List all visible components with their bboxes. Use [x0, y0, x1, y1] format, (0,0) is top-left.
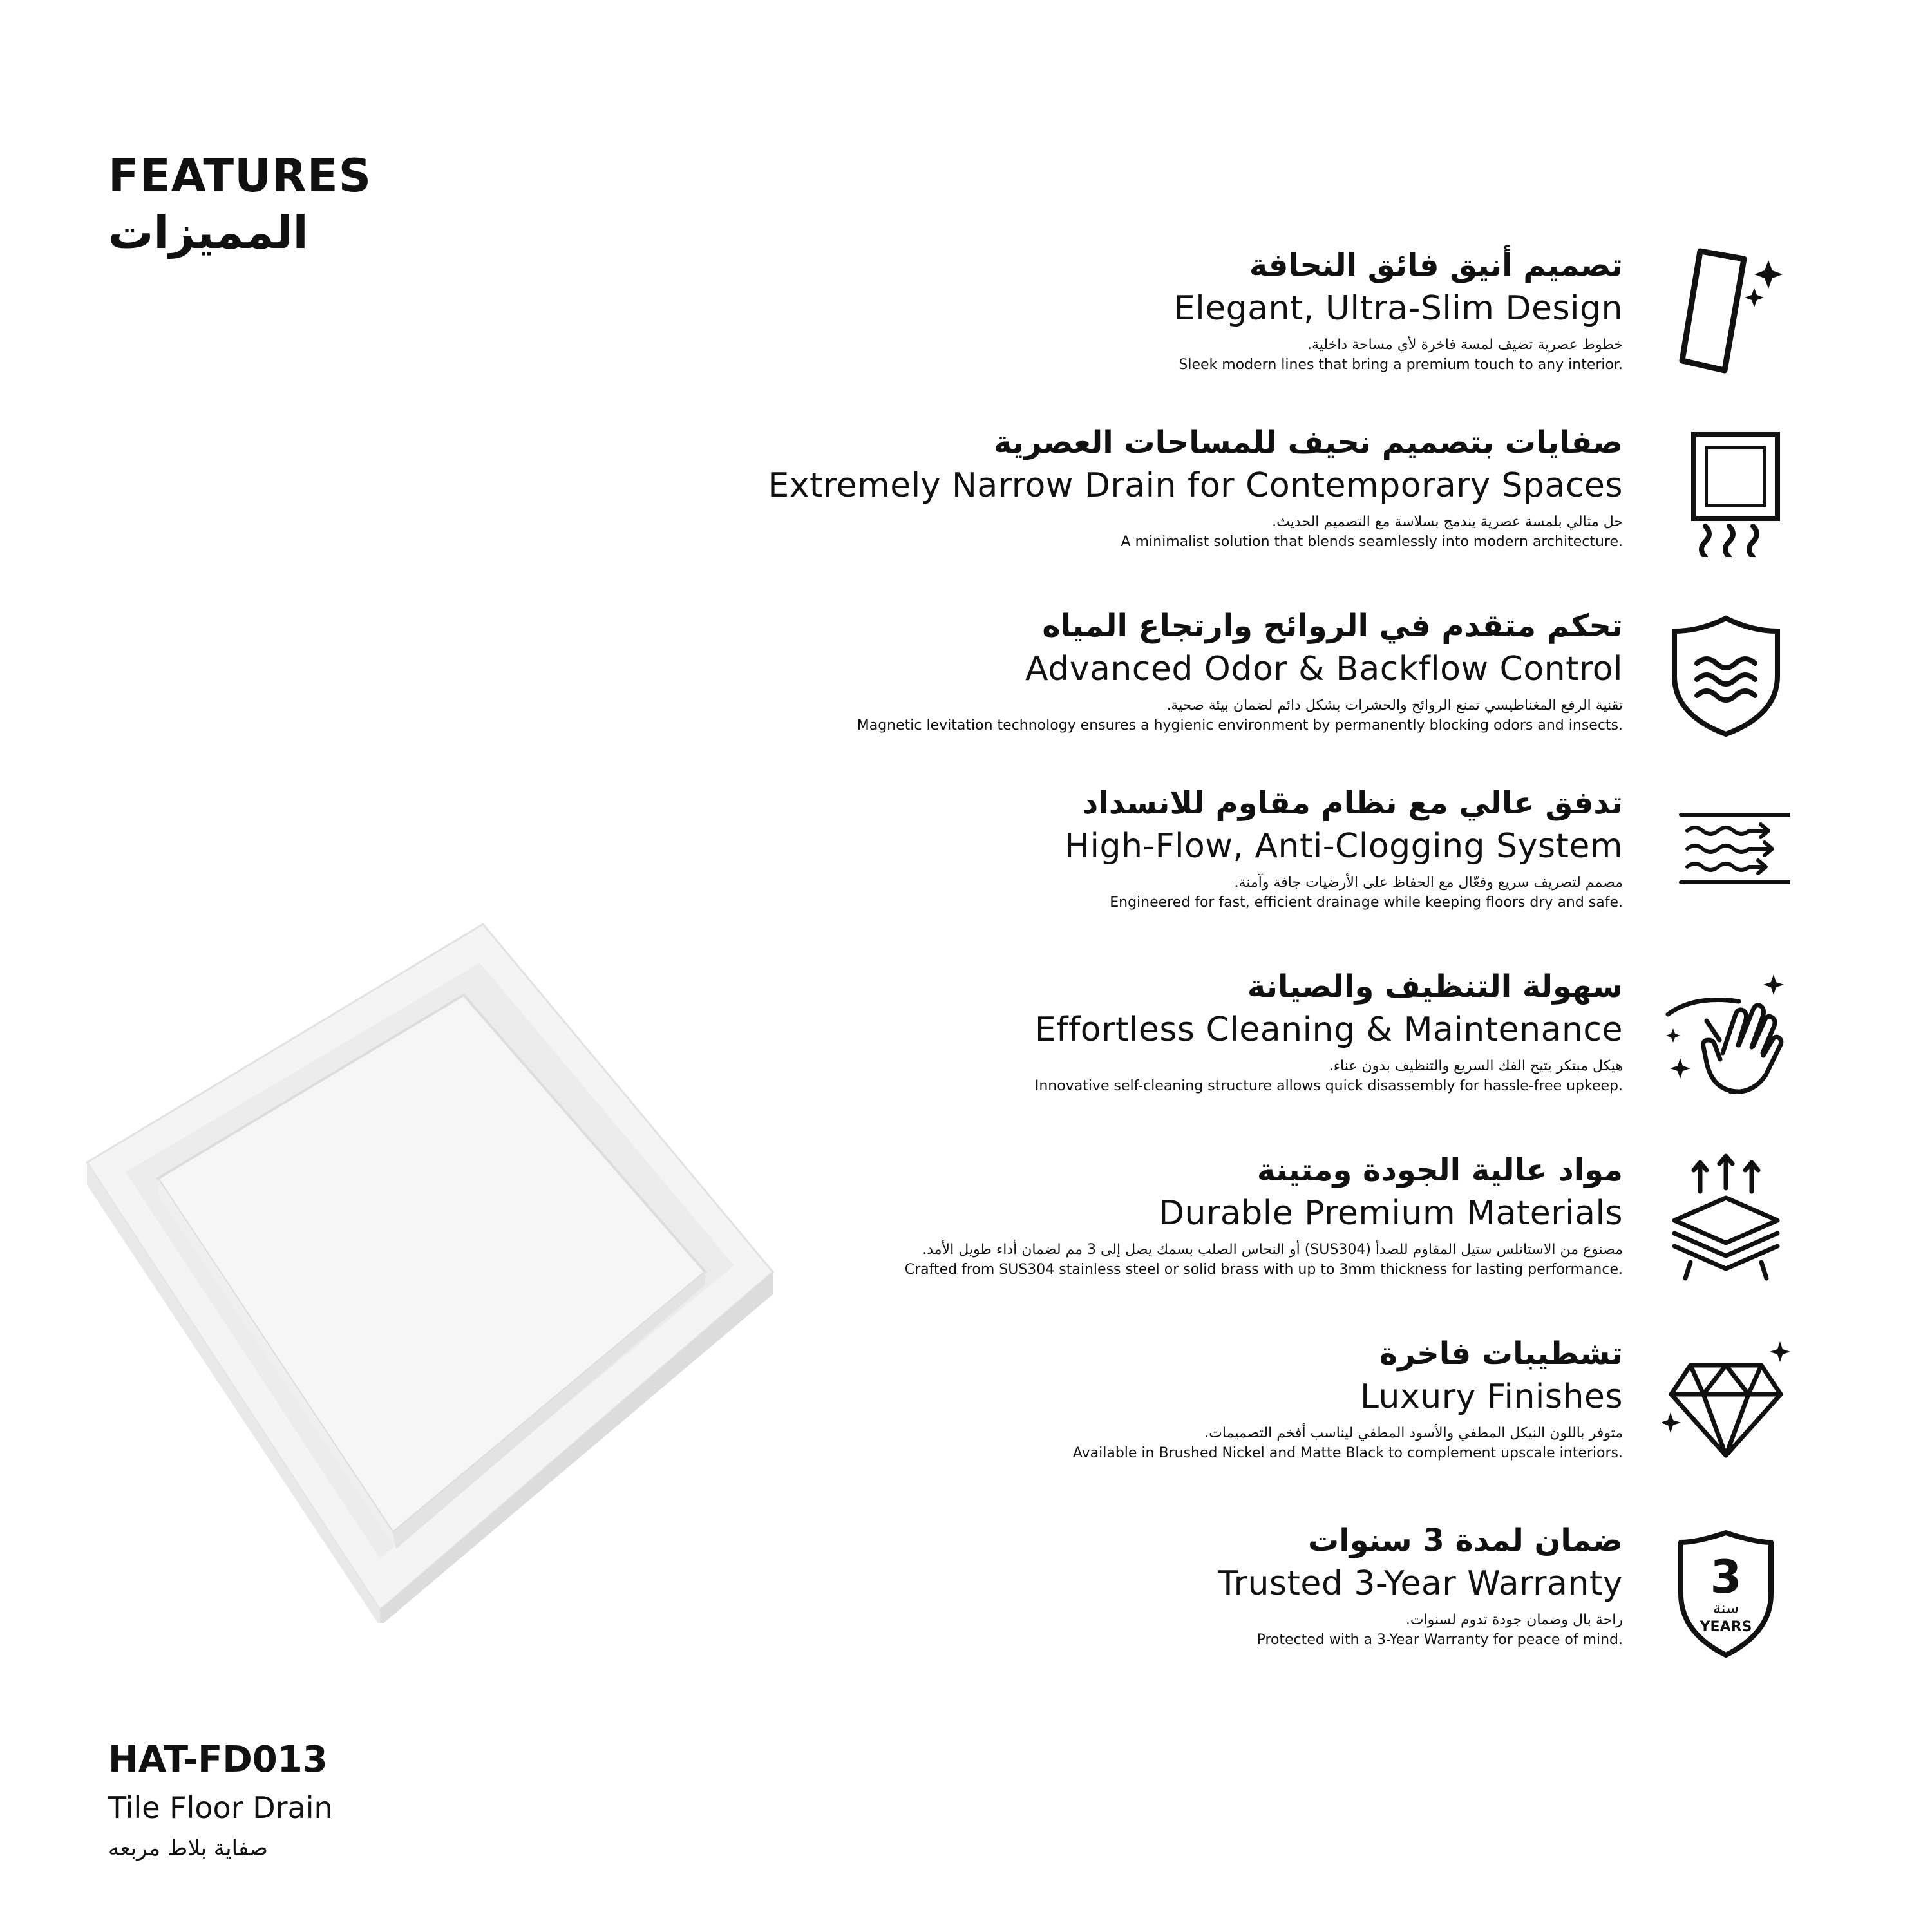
diamond-icon: [1662, 1340, 1790, 1468]
feature-title: Effortless Cleaning & Maintenance: [1034, 1010, 1623, 1049]
shield-waves-icon: [1662, 612, 1790, 741]
feature-description: Crafted from SUS304 stainless steel or solid brass with up to 3mm thickness for lasting performance.: [904, 1262, 1623, 1278]
feature-description-arabic: خطوط عصرية تضيف لمسة فاخرة لأي مساحة داخلية.: [1307, 337, 1623, 353]
product-name: Tile Floor Drain: [108, 1790, 333, 1825]
warranty-badge-years: YEARS: [1700, 1619, 1752, 1635]
feature-title-arabic: صفايات بتصميم نحيف للمساحات العصرية: [993, 424, 1623, 460]
feature-title-arabic: ضمان لمدة 3 سنوات: [1308, 1522, 1623, 1558]
feature-description-arabic: متوفر باللون النيكل المطفي والأسود المطفي ليناسب أفخم التصميمات.: [1204, 1425, 1623, 1441]
warranty-badge-number: 3: [1710, 1551, 1742, 1604]
feature-description-arabic: تقنية الرفع المغناطيسي تمنع الروائح والحشرات بشكل دائم لضمان بيئة صحية.: [1166, 697, 1623, 714]
feature-title: Trusted 3-Year Warranty: [1217, 1564, 1623, 1603]
feature-description: Protected with a 3-Year Warranty for peace of mind.: [1256, 1632, 1623, 1648]
product-name-arabic: صفاية بلاط مربعه: [108, 1835, 268, 1861]
feature-description-arabic: مصنوع من الاستانلس ستيل المقاوم للصدأ (SUS304) أو النحاس الصلب بسمك يصل إلى 3 مم لضمان أداء طويل الأمد.: [922, 1242, 1623, 1258]
feature-item: [464, 245, 1623, 375]
feature-title-arabic: مواد عالية الجودة ومتينة: [1256, 1152, 1623, 1188]
feature-item: [464, 422, 1623, 552]
cleaning-hand-icon: [1662, 969, 1790, 1098]
feature-description: Innovative self-cleaning structure allows quick disassembly for hassle-free upkeep.: [1034, 1078, 1623, 1094]
feature-description-arabic: حل مثالي بلمسة عصرية يندمج بسلاسة مع التصميم الحديث.: [1272, 514, 1623, 530]
feature-description: Magnetic levitation technology ensures a hygienic environment by permanently blocking odors and insects.: [857, 717, 1623, 734]
product-model: HAT-FD013: [108, 1739, 328, 1781]
warranty-badge-arabic: سنة: [1712, 1599, 1739, 1617]
page-title: FEATURES: [108, 149, 372, 202]
layers-durable-icon: [1662, 1153, 1790, 1282]
page-title-arabic: المميزات: [108, 206, 308, 259]
feature-description-arabic: راحة بال وضمان جودة تدوم لسنوات.: [1405, 1612, 1623, 1628]
feature-description-arabic: مصمم لتصريف سريع وفعّال مع الحفاظ على الأرضيات جافة وآمنة.: [1234, 875, 1623, 891]
feature-title-arabic: تحكم متقدم في الروائح وارتجاع المياه: [1042, 608, 1623, 644]
feature-title-arabic: تشطيبات فاخرة: [1379, 1336, 1623, 1372]
feature-title: Elegant, Ultra-Slim Design: [1173, 289, 1623, 328]
warranty-shield-icon: [1662, 1530, 1790, 1658]
feature-item: [464, 605, 1623, 735]
feature-title-arabic: سهولة التنظيف والصيانة: [1247, 969, 1623, 1005]
feature-title: Durable Premium Materials: [1159, 1194, 1623, 1233]
flow-arrows-icon: [1662, 792, 1790, 921]
feature-title: Advanced Odor & Backflow Control: [1025, 650, 1623, 688]
feature-description: Sleek modern lines that bring a premium touch to any interior.: [1179, 357, 1623, 373]
feature-title: Luxury Finishes: [1359, 1378, 1623, 1416]
product-image: [77, 914, 786, 1623]
feature-description: A minimalist solution that blends seamlessly into modern architecture.: [1121, 534, 1623, 550]
feature-title: Extremely Narrow Drain for Contemporary Spaces: [768, 466, 1623, 505]
feature-description: Engineered for fast, efficient drainage while keeping floors dry and safe.: [1110, 895, 1623, 911]
feature-title: High-Flow, Anti-Clogging System: [1064, 827, 1623, 866]
square-drain-heat-icon: [1662, 428, 1790, 557]
slim-panel-sparkle-icon: [1662, 245, 1790, 374]
feature-title-arabic: تصميم أنيق فائق النحافة: [1249, 247, 1623, 283]
feature-title-arabic: تدفق عالي مع نظام مقاوم للانسداد: [1082, 785, 1623, 821]
feature-description: Available in Brushed Nickel and Matte Black to complement upscale interiors.: [1072, 1445, 1623, 1461]
feature-item: [464, 782, 1623, 913]
feature-description-arabic: هيكل مبتكر يتيح الفك السريع والتنظيف بدون عناء.: [1329, 1058, 1623, 1074]
